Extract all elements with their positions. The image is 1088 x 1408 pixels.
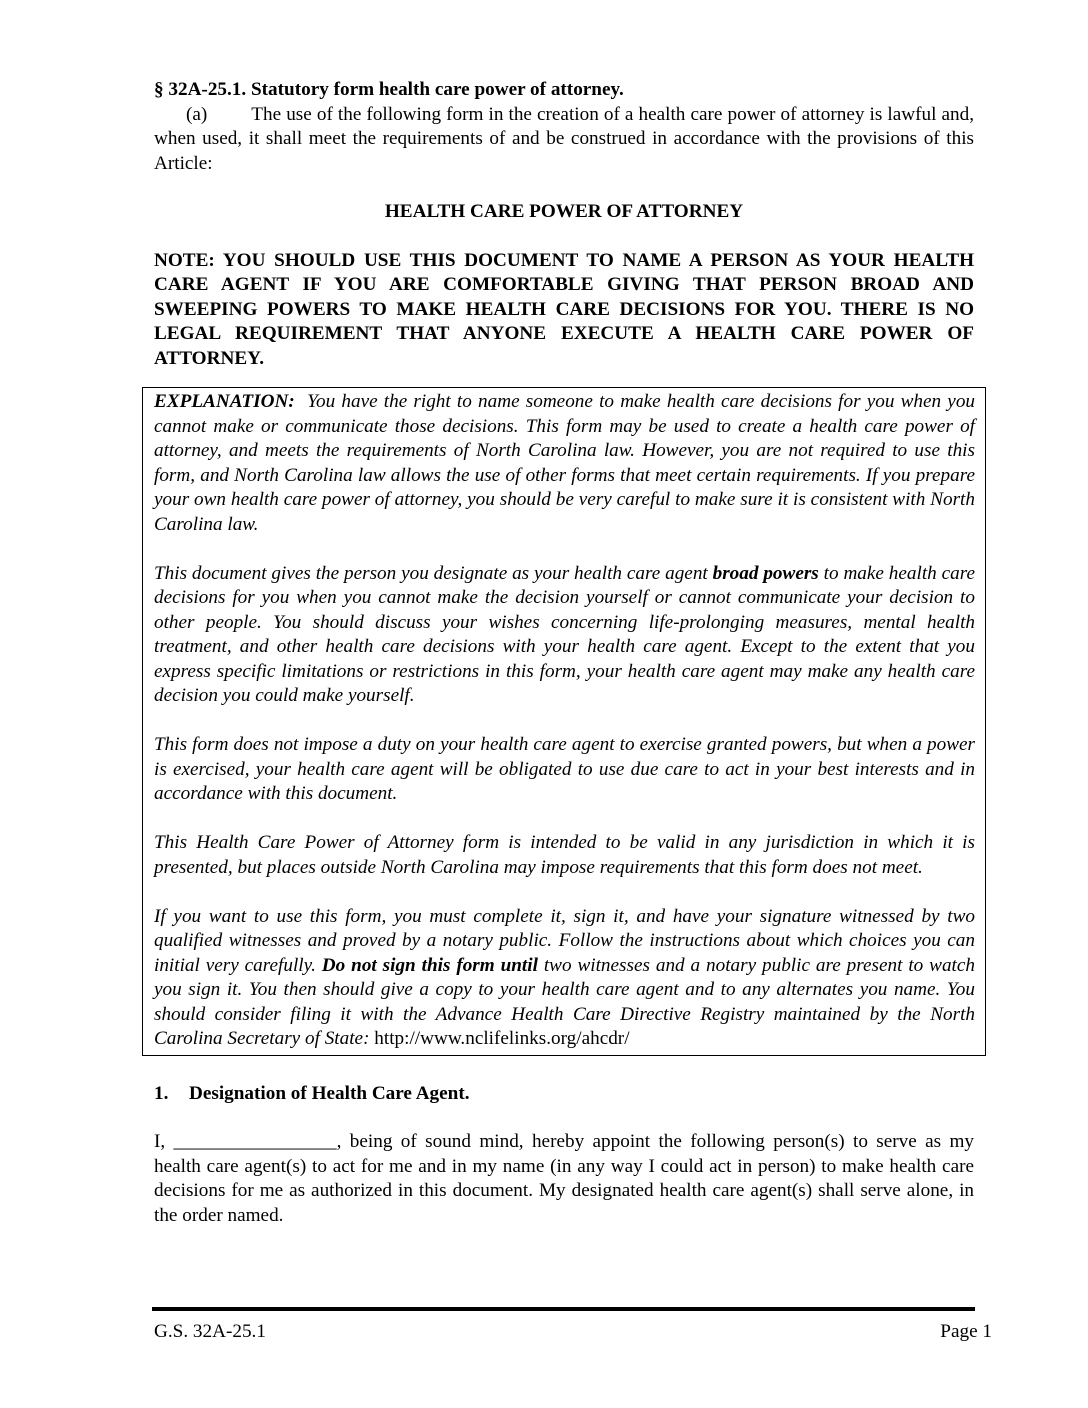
explanation-p5: If you want to use this form, you must complete it, sign it, and have your signature witnessed by two qualified witnesses and proved by a notary public. Follow the instructions about which choices you can initial very carefully. Do not sign this form until two witnesses and a notary public are present to watch you sign it. You then should give a copy to your health care agent and to any alternates you name. You should consider filing it with the Advance Health Care Directive Registry maintained by the North Carolina Secretary of State: http://www.nclifelinks.org/ahcdr/: [154, 905, 975, 1049]
explanation-label: EXPLANATION:: [154, 391, 295, 412]
intro-text: The use of the following form in the creation of a health care power of attorney is lawful and, when used, it shall meet the requirements of and be construed in accordance with the provisions of this Article:: [154, 103, 974, 174]
footer-citation: G.S. 32A-25.1: [154, 1321, 266, 1342]
explanation-p3: This form does not impose a duty on your health care agent to exercise granted powers, but when a power is exercised, your health care agent will be obligated to use due care to act in your best interests and in accordance with this document.: [154, 734, 975, 804]
note-paragraph: NOTE: YOU SHOULD USE THIS DOCUMENT TO NAME A PERSON AS YOUR HEALTH CARE AGENT IF YOU ARE COMFORTABLE GIVING THAT PERSON BROAD AND SWEEPING POWERS TO MAKE HEALTH CARE DECISIONS FOR YOU. THERE IS NO LEGAL REQUIREMENT THAT ANYONE EXECUTE A HEALTH CARE POWER OF ATTORNEY.: [154, 249, 974, 369]
explanation-p4: This Health Care Power of Attorney form is intended to be valid in any jurisdiction in which it is presented, but places outside North Carolina may impose requirements that this form does not meet.: [154, 832, 975, 878]
page-number: Page 1: [940, 1321, 992, 1342]
do-not-sign-emphasis: Do not sign this form until: [321, 954, 538, 976]
intro-paragraph: [154, 103, 974, 177]
footer-rule: [152, 1307, 975, 1311]
explanation-p2: This document gives the person you designate as your health care agent broad powers to make health care decisions for you when you cannot make the decision yourself or cannot communicate your decision to other people. You should discuss your wishes concerning life-prolonging measures, mental health treatment, and other health care decisions with your health care agent. Except to the extent that you express specific limitations or restrictions in this form, your health care agent may make any health care decision you could make yourself.: [154, 562, 976, 706]
paragraph-label: (a): [186, 103, 208, 125]
designation-paragraph: I, _________________, being of sound mind, hereby appoint the following person(s) to serve as my health care agent(s) to act for me and in my name (in any way I could act in person) to make health care decisions for me as authorized in this document. My designated health care agent(s) shall serve alone, in the order named.: [154, 1131, 974, 1226]
broad-powers-emphasis: broad powers: [712, 562, 819, 584]
explanation-p1: EXPLANATION: You have the right to name someone to make health care decisions for you when you cannot make or communicate those decisions. This form may be used to create a health care power of attorney, and meets the requirements of North Carolina law. However, you are not required to use this form, and North Carolina law allows the use of other forms that meet certain requirements. If you prepare your own health care power of attorney, you should be very careful to make sure it is consistent with North Carolina law.: [154, 391, 976, 535]
form-title: HEALTH CARE POWER OF ATTORNEY: [384, 201, 744, 222]
explanation-box: [142, 387, 986, 1056]
registry-link[interactable]: http://www.nclifelinks.org/ahcdr/: [374, 1028, 630, 1049]
document-page: [154, 78, 974, 1228]
section-title: § 32A-25.1. Statutory form health care power of attorney.: [154, 79, 624, 100]
designation-heading: 1. Designation of Health Care Agent.: [154, 1082, 470, 1104]
